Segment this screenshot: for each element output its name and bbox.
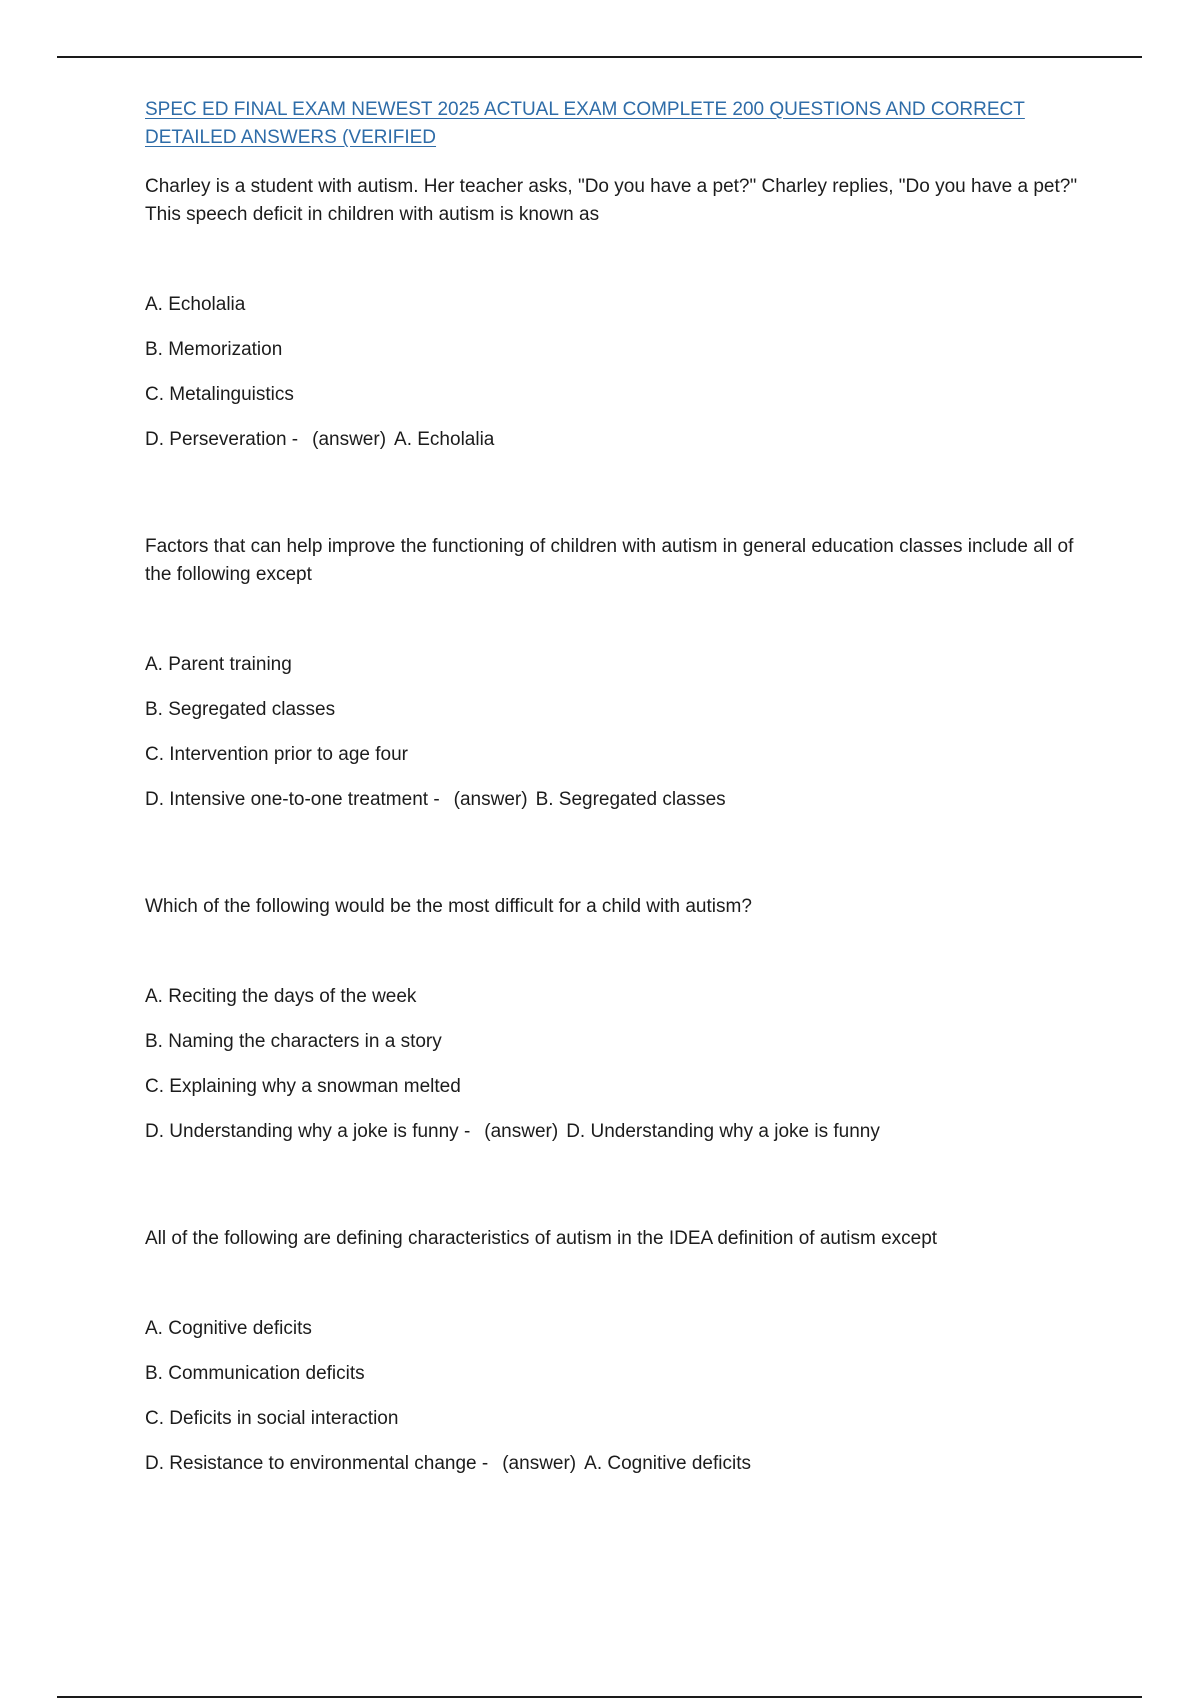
option-d: D. Intensive one-to-one treatment - [145,789,440,810]
option-c: C. Deficits in social interaction [145,1408,399,1429]
option-a: A. Cognitive deficits [145,1318,312,1339]
option-a: A. Reciting the days of the week [145,986,417,1007]
question-3 [145,893,1085,1163]
question-text: All of the following are defining characteristics of autism in the IDEA definition of autism except [145,1228,938,1249]
bottom-rule [57,1696,1142,1698]
question-1 [145,173,1085,471]
option-b: B. Naming the characters in a story [145,1031,442,1052]
option-a: A. Echolalia [145,294,246,315]
option-d: D. Resistance to environmental change - [145,1453,489,1474]
question-text: Which of the following would be the most difficult for a child with autism? [145,896,752,917]
option-c: C. Explaining why a snowman melted [145,1076,461,1097]
option-d-with-answer [145,426,1085,471]
question-2 [145,533,1085,831]
option-b: B. Communication deficits [145,1363,365,1384]
answer-label: (answer) [453,789,528,810]
answer-value: A. Echolalia [394,429,495,450]
answer-label: (answer) [312,429,387,450]
option-d-with-answer [145,1450,1085,1495]
answer-label: (answer) [484,1121,559,1142]
question-text: Factors that can help improve the functioning of children with autism in general education classes include all of the following except [145,536,1074,585]
answer-value: D. Understanding why a joke is funny [566,1121,880,1142]
option-b: B. Segregated classes [145,699,336,720]
answer-value: B. Segregated classes [535,789,726,810]
option-c: C. Intervention prior to age four [145,744,408,765]
answer-label: (answer) [502,1453,577,1474]
option-d: D. Perseveration - [145,429,299,450]
answer-value: A. Cognitive deficits [584,1453,751,1474]
question-4 [145,1225,1085,1495]
document-title-link[interactable]: SPEC ED FINAL EXAM NEWEST 2025 ACTUAL EXAM COMPLETE 200 QUESTIONS AND CORRECT DETAILED ANSWERS (VERIFIED [145,99,1025,148]
option-d-with-answer [145,1118,1085,1163]
top-rule [57,56,1142,58]
option-c: C. Metalinguistics [145,384,294,405]
option-a: A. Parent training [145,654,292,675]
question-text: Charley is a student with autism. Her teacher asks, "Do you have a pet?" Charley replies, "Do you have a pet?" This speech deficit in children with autism is known as [145,176,1078,225]
option-b: B. Memorization [145,339,283,360]
document-body [145,96,1085,1495]
option-d-with-answer [145,786,1085,831]
option-d: D. Understanding why a joke is funny - [145,1121,471,1142]
